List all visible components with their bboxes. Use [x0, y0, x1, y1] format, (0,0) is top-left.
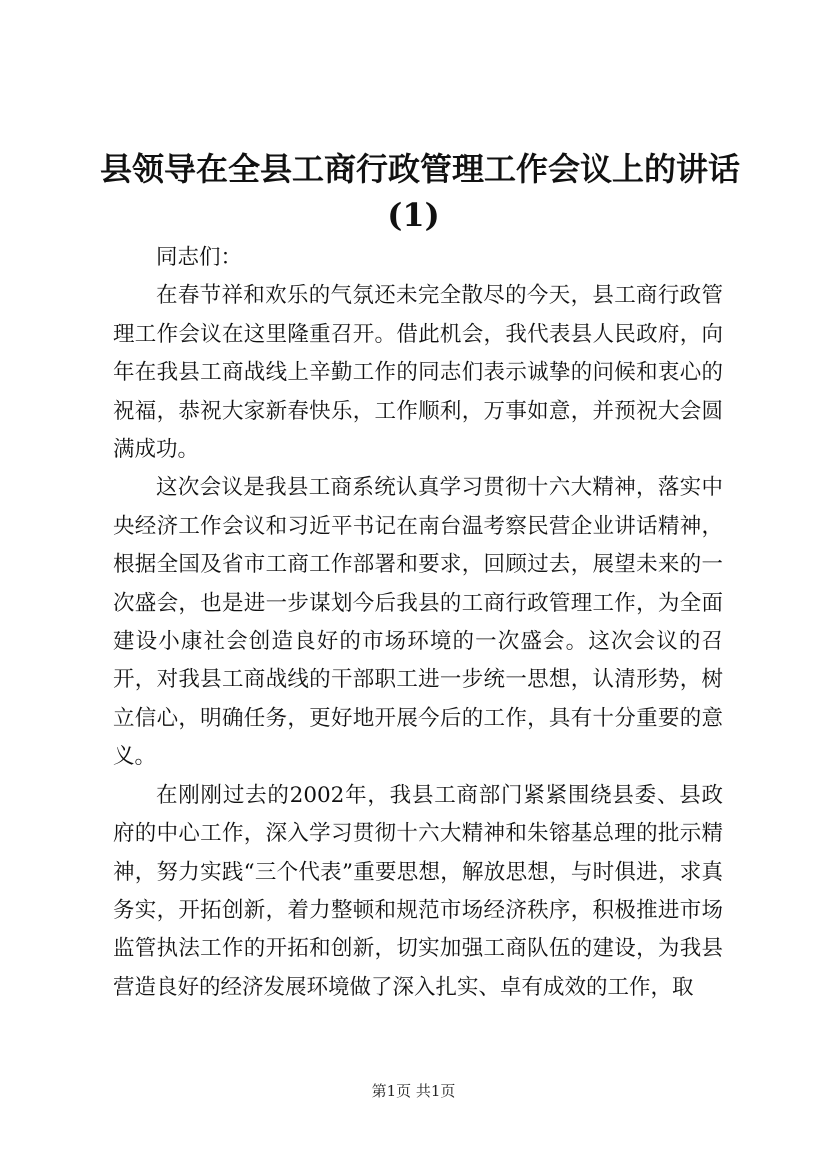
title-line-2: (1) [387, 196, 440, 234]
paragraph-greeting: 在春节祥和欢乐的气氛还未完全散尽的今天，县工商行政管理工作会议在这里隆重召开。借此机会，我代表县人民政府，向年在我县工商战线上辛勤工作的同志们表示诚挚的问候和衷心的祝福，恭祝大家新春快乐，工作顺利，万事如意，并预祝大会圆满成功。 [113, 283, 723, 463]
paragraph-meeting-significance: 这次会议是我县工商系统认真学习贯彻十六大精神，落实中央经济工作会议和习近平书记在南台温考察民营企业讲话精神，根据全国及省市工商工作部署和要求，回顾过去，展望未来的一次盛会，也是进一步谋划今后我县的工商行政管理工作，为全面建设小康社会创造良好的市场环境的一次盛会。这次会议的召开，对我县工商战线的干部职工进一步统一思想，认清形势，树立信心，明确任务，更好地开展今后的工作，具有十分重要的意义。 [113, 475, 723, 770]
page-footer: 第1页 共1页 [371, 1082, 456, 1100]
paragraph-2002-review: 在刚刚过去的2002年，我县工商部门紧紧围绕县委、县政府的中心工作，深入学习贯彻十六大精神和朱镕基总理的批示精神，努力实践“三个代表”重要思想，解放思想，与时俱进，求真务实，开拓创新，着力整顿和规范市场经济秩序，积极推进市场监管执法工作的开拓和创新，切实加强工商队伍的建设，为我县营造良好的经济发展环境做了深入扎实、卓有成效的工作，取 [113, 782, 723, 1000]
title-line-1: 县领导在全县工商行政管理工作会议上的讲话 [100, 150, 741, 188]
document-title [100, 146, 741, 238]
salutation: 同志们： [156, 245, 243, 270]
document-body [113, 239, 723, 1007]
